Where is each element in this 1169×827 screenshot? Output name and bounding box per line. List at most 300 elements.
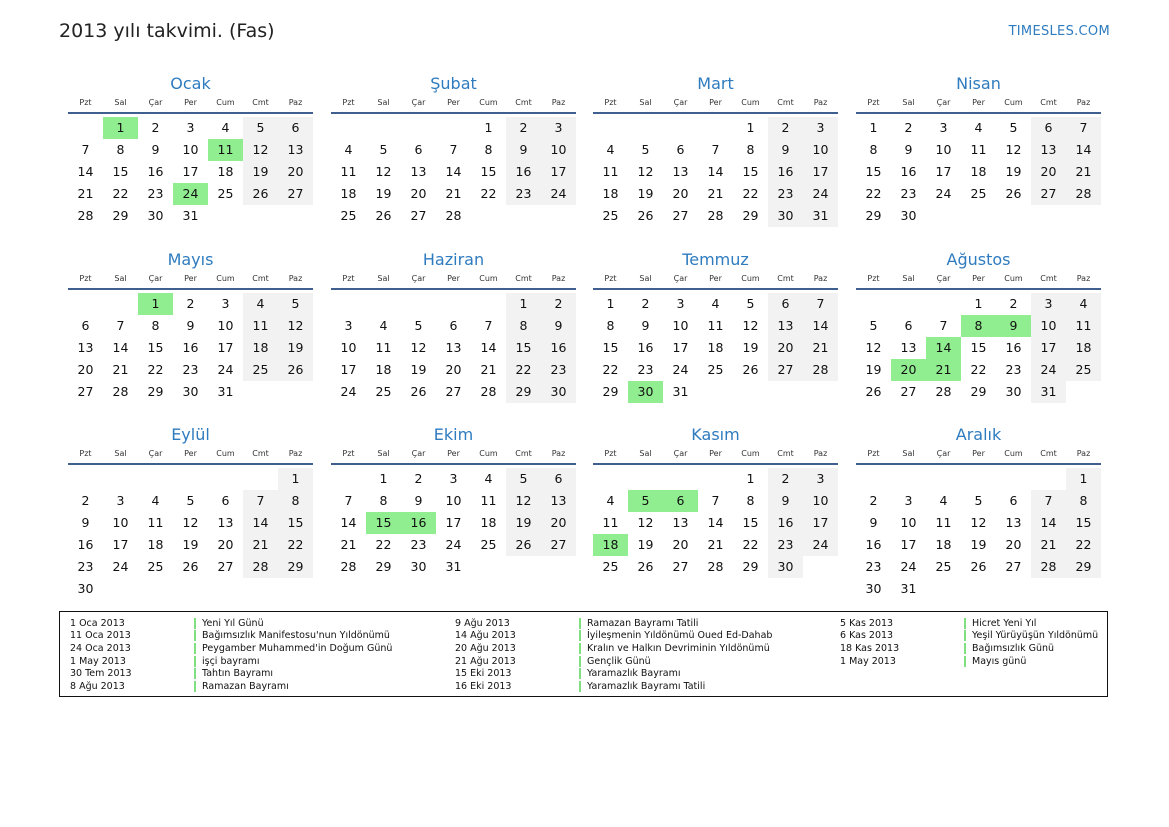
day-cell: 30	[410, 559, 427, 574]
empty-cell	[366, 293, 401, 315]
month-block	[68, 425, 313, 600]
day-cell: 22	[602, 362, 619, 377]
day-cell: 8	[278, 490, 313, 512]
day-cell: 2	[641, 296, 650, 311]
weekday-label: Pzt	[867, 449, 880, 458]
day-cell: 1	[506, 293, 541, 315]
legend-item	[445, 642, 772, 655]
day-cell: 24	[445, 537, 462, 552]
day-cell: 31	[217, 384, 234, 399]
empty-cell	[996, 205, 1031, 227]
empty-cell	[103, 578, 138, 600]
day-cell: 6	[904, 318, 913, 333]
empty-cell	[803, 556, 838, 578]
weekday-label: Paz	[551, 98, 566, 107]
day-cell: 4	[243, 293, 278, 315]
weekday-label: Cmt	[252, 98, 269, 107]
weekday-label: Çar	[411, 274, 426, 283]
day-cell: 26	[742, 362, 759, 377]
day-cell: 8	[379, 493, 388, 508]
day-cell: 15	[147, 340, 164, 355]
day-cell: 14	[77, 164, 94, 179]
empty-cell	[628, 468, 663, 490]
weekday-label: Pzt	[867, 98, 880, 107]
day-cell: 14	[707, 515, 724, 530]
empty-cell	[1031, 578, 1066, 600]
day-cell: 16	[77, 537, 94, 552]
empty-cell	[436, 293, 471, 315]
weekday-header	[68, 447, 313, 465]
day-cell: 2	[869, 493, 878, 508]
day-cell: 8	[746, 142, 755, 157]
weekday-label: Pzt	[604, 449, 617, 458]
day-cell: 19	[1005, 164, 1022, 179]
legend-marker	[194, 630, 196, 641]
day-cell: 25	[970, 186, 987, 201]
legend-column	[60, 617, 392, 693]
legend-marker	[964, 630, 966, 641]
day-cell: 11	[1066, 315, 1101, 337]
day-cell: 5	[414, 318, 423, 333]
day-cell: 30	[900, 208, 917, 223]
legend-marker	[579, 618, 581, 629]
empty-cell	[663, 117, 698, 139]
day-cell: 31	[182, 208, 199, 223]
month-block	[856, 425, 1101, 600]
day-cell: 25	[602, 559, 619, 574]
legend-date: 8 Ağu 2013	[70, 680, 125, 692]
empty-cell	[138, 468, 173, 490]
day-cell: 6	[676, 142, 685, 157]
legend-date: 24 Oca 2013	[70, 642, 131, 654]
day-cell: 9	[414, 493, 423, 508]
weekday-header	[856, 96, 1101, 114]
day-cell: 31	[445, 559, 462, 574]
weekday-label: Sal	[639, 449, 652, 458]
day-grid	[593, 293, 838, 403]
empty-cell	[698, 468, 733, 490]
day-cell: 13	[672, 164, 689, 179]
day-cell: 30	[182, 384, 199, 399]
legend-item	[445, 680, 772, 693]
day-cell: 23	[541, 359, 576, 381]
weekday-label: Cmt	[1040, 274, 1057, 283]
day-cell: 20	[1005, 537, 1022, 552]
weekday-label: Sal	[377, 449, 390, 458]
day-cell: 9	[869, 515, 878, 530]
legend-date: 18 Kas 2013	[840, 642, 900, 654]
weekday-label: Sal	[114, 449, 127, 458]
day-cell: 12	[637, 164, 654, 179]
day-cell: 9	[904, 142, 913, 157]
day-cell: 10	[672, 318, 689, 333]
day-cell: 10	[112, 515, 129, 530]
day-cell: 20	[77, 362, 94, 377]
day-cell: 25	[707, 362, 724, 377]
legend-marker	[579, 656, 581, 667]
day-cell: 3	[344, 318, 353, 333]
empty-cell	[541, 205, 576, 227]
day-cell: 15	[865, 164, 882, 179]
weekday-header	[593, 272, 838, 290]
legend-item	[60, 655, 392, 668]
legend-name: Bağımsızlık Günü	[972, 642, 1055, 654]
day-cell: 13	[1005, 515, 1022, 530]
day-cell: 3	[904, 493, 913, 508]
day-cell: 21	[340, 537, 357, 552]
day-cell: 5	[1009, 120, 1018, 135]
day-cell: 13	[445, 340, 462, 355]
month-block	[68, 250, 313, 403]
day-cell: 19	[182, 537, 199, 552]
day-cell: 22	[970, 362, 987, 377]
empty-cell	[926, 293, 961, 315]
day-cell: 10	[182, 142, 199, 157]
day-cell: 10	[803, 490, 838, 512]
legend-name: Yaramazlık Bayramı	[587, 668, 681, 680]
day-cell: 28	[445, 208, 462, 223]
day-cell: 5	[243, 117, 278, 139]
weekday-label: Çar	[148, 274, 163, 283]
weekday-label: Paz	[1076, 449, 1091, 458]
day-cell: 11	[602, 164, 619, 179]
legend-item	[60, 630, 392, 643]
day-cell: 3	[221, 296, 230, 311]
empty-cell	[541, 556, 576, 578]
day-cell: 30	[1005, 384, 1022, 399]
day-cell: 1	[746, 120, 755, 135]
day-cell: 21	[926, 359, 961, 381]
weekday-label: Paz	[551, 274, 566, 283]
empty-cell	[961, 205, 996, 227]
empty-cell	[471, 556, 506, 578]
day-cell: 1	[606, 296, 615, 311]
day-cell: 4	[1066, 293, 1101, 315]
legend-name: Bağımsızlık Manifestosu'nun Yıldönümü	[202, 630, 390, 642]
day-cell: 19	[742, 340, 759, 355]
day-cell: 20	[541, 512, 576, 534]
weekday-label: Cum	[741, 98, 760, 107]
legend-name: Peygamber Muhammed'in Doğum Günü	[202, 642, 393, 654]
day-cell: 8	[746, 493, 755, 508]
legend-item	[830, 655, 1098, 668]
day-cell: 29	[742, 208, 759, 223]
day-cell: 1	[379, 471, 388, 486]
day-cell: 5	[628, 490, 663, 512]
day-cell: 24	[935, 186, 952, 201]
day-cell: 11	[208, 139, 243, 161]
weekday-label: Per	[184, 274, 197, 283]
empty-cell	[1031, 205, 1066, 227]
month-block	[856, 74, 1101, 227]
legend-date: 5 Kas 2013	[840, 617, 894, 629]
legend-marker	[964, 643, 966, 654]
day-cell: 12	[278, 315, 313, 337]
day-grid	[68, 117, 313, 227]
day-cell: 27	[278, 183, 313, 205]
day-cell: 26	[375, 208, 392, 223]
day-cell: 23	[865, 559, 882, 574]
legend-name: Yeni Yıl Günü	[202, 617, 264, 629]
empty-cell	[856, 468, 891, 490]
weekday-label: Pzt	[342, 98, 355, 107]
day-cell: 30	[147, 208, 164, 223]
weekday-label: Cum	[216, 449, 235, 458]
weekday-label: Cmt	[777, 449, 794, 458]
day-cell: 23	[900, 186, 917, 201]
day-grid	[331, 117, 576, 227]
day-cell: 5	[641, 142, 650, 157]
day-cell: 23	[768, 534, 803, 556]
day-cell: 30	[768, 556, 803, 578]
empty-cell	[926, 468, 961, 490]
day-cell: 3	[186, 120, 195, 135]
day-cell: 28	[77, 208, 94, 223]
empty-cell	[1066, 381, 1101, 403]
day-cell: 28	[935, 384, 952, 399]
day-cell: 9	[186, 318, 195, 333]
empty-cell	[68, 117, 103, 139]
day-cell: 20	[768, 337, 803, 359]
legend-item	[830, 630, 1098, 643]
day-cell: 29	[278, 556, 313, 578]
weekday-label: Paz	[813, 274, 828, 283]
day-cell: 20	[672, 186, 689, 201]
empty-cell	[996, 468, 1031, 490]
day-cell: 19	[865, 362, 882, 377]
weekday-label: Paz	[1076, 98, 1091, 107]
day-cell: 7	[344, 493, 353, 508]
weekday-label: Cmt	[515, 274, 532, 283]
day-cell: 13	[900, 340, 917, 355]
day-cell: 5	[379, 142, 388, 157]
legend-column	[830, 617, 1098, 667]
day-cell: 3	[939, 120, 948, 135]
month-name: Nisan	[956, 74, 1001, 93]
day-cell: 4	[484, 471, 493, 486]
day-cell: 14	[1031, 512, 1066, 534]
empty-cell	[243, 381, 278, 403]
day-cell: 4	[344, 142, 353, 157]
day-cell: 19	[243, 161, 278, 183]
weekday-label: Sal	[902, 449, 915, 458]
day-cell: 12	[637, 515, 654, 530]
day-cell: 29	[742, 559, 759, 574]
month-block	[593, 74, 838, 227]
day-cell: 1	[278, 468, 313, 490]
day-cell: 13	[217, 515, 234, 530]
day-cell: 20	[891, 359, 926, 381]
day-cell: 18	[1066, 337, 1101, 359]
day-cell: 9	[151, 142, 160, 157]
empty-cell	[663, 468, 698, 490]
empty-cell	[278, 205, 313, 227]
day-cell: 27	[900, 384, 917, 399]
day-cell: 10	[1031, 315, 1066, 337]
day-cell: 10	[803, 139, 838, 161]
day-cell: 7	[484, 318, 493, 333]
weekday-label: Cum	[479, 98, 498, 107]
day-cell: 29	[375, 559, 392, 574]
empty-cell	[803, 381, 838, 403]
day-cell: 19	[970, 537, 987, 552]
day-cell: 1	[103, 117, 138, 139]
day-cell: 10	[935, 142, 952, 157]
day-cell: 28	[340, 559, 357, 574]
day-cell: 5	[278, 293, 313, 315]
weekday-label: Paz	[813, 98, 828, 107]
weekday-label: Sal	[902, 98, 915, 107]
legend-item	[60, 667, 392, 680]
weekday-label: Pzt	[79, 98, 92, 107]
day-cell: 8	[961, 315, 996, 337]
day-cell: 27	[541, 534, 576, 556]
weekday-header	[68, 96, 313, 114]
day-cell: 17	[803, 161, 838, 183]
day-cell: 12	[742, 318, 759, 333]
day-cell: 24	[217, 362, 234, 377]
day-cell: 12	[1005, 142, 1022, 157]
empty-cell	[208, 205, 243, 227]
empty-cell	[243, 578, 278, 600]
weekday-label: Pzt	[604, 98, 617, 107]
weekday-label: Cmt	[777, 274, 794, 283]
day-cell: 28	[112, 384, 129, 399]
day-cell: 13	[768, 315, 803, 337]
day-cell: 12	[375, 164, 392, 179]
day-cell: 11	[340, 164, 357, 179]
day-cell: 2	[414, 471, 423, 486]
day-cell: 26	[865, 384, 882, 399]
day-cell: 28	[707, 208, 724, 223]
legend-marker	[194, 668, 196, 679]
day-cell: 18	[147, 537, 164, 552]
day-cell: 27	[410, 208, 427, 223]
weekday-label: Cmt	[252, 449, 269, 458]
day-cell: 14	[707, 164, 724, 179]
day-cell: 9	[506, 139, 541, 161]
day-cell: 13	[541, 490, 576, 512]
legend-item	[445, 630, 772, 643]
empty-cell	[103, 468, 138, 490]
weekday-header	[856, 272, 1101, 290]
day-cell: 20	[445, 362, 462, 377]
day-cell: 12	[970, 515, 987, 530]
day-cell: 7	[939, 318, 948, 333]
weekday-header	[856, 447, 1101, 465]
weekday-label: Cum	[741, 274, 760, 283]
day-cell: 18	[935, 537, 952, 552]
day-cell: 7	[711, 493, 720, 508]
day-cell: 10	[900, 515, 917, 530]
weekday-label: Per	[972, 98, 985, 107]
day-cell: 29	[506, 381, 541, 403]
weekday-label: Cum	[741, 449, 760, 458]
day-cell: 14	[926, 337, 961, 359]
day-cell: 7	[803, 293, 838, 315]
day-cell: 7	[116, 318, 125, 333]
weekday-label: Cmt	[515, 449, 532, 458]
day-cell: 20	[278, 161, 313, 183]
day-cell: 3	[449, 471, 458, 486]
day-cell: 22	[375, 537, 392, 552]
legend-date: 30 Tem 2013	[70, 668, 132, 680]
day-cell: 11	[602, 515, 619, 530]
day-cell: 11	[147, 515, 164, 530]
day-cell: 21	[1066, 161, 1101, 183]
day-cell: 3	[541, 117, 576, 139]
site-link[interactable]: TIMESLES.COM	[1008, 24, 1110, 39]
day-cell: 8	[606, 318, 615, 333]
weekday-label: Cum	[1004, 449, 1023, 458]
weekday-label: Paz	[288, 98, 303, 107]
empty-cell	[243, 468, 278, 490]
day-cell: 15	[112, 164, 129, 179]
day-cell: 24	[803, 183, 838, 205]
day-cell: 7	[711, 142, 720, 157]
weekday-header	[593, 96, 838, 114]
day-cell: 22	[742, 186, 759, 201]
day-cell: 16	[1005, 340, 1022, 355]
weekday-label: Per	[709, 274, 722, 283]
day-cell: 19	[637, 186, 654, 201]
month-name: Haziran	[422, 250, 485, 269]
day-cell: 16	[506, 161, 541, 183]
day-cell: 25	[935, 559, 952, 574]
day-cell: 17	[112, 537, 129, 552]
empty-cell	[68, 468, 103, 490]
weekday-label: Çar	[936, 274, 951, 283]
legend-name: Yaramazlık Bayramı Tatili	[587, 680, 706, 692]
empty-cell	[331, 468, 366, 490]
day-cell: 30	[541, 381, 576, 403]
weekday-label: Çar	[673, 98, 688, 107]
legend-name: Yeşil Yürüyüşün Yıldönümü	[972, 630, 1099, 642]
day-cell: 11	[480, 493, 497, 508]
day-cell: 21	[243, 534, 278, 556]
day-cell: 17	[1031, 337, 1066, 359]
empty-cell	[891, 468, 926, 490]
day-cell: 6	[81, 318, 90, 333]
day-cell: 6	[768, 293, 803, 315]
empty-cell	[278, 381, 313, 403]
month-name: Eylül	[171, 425, 210, 444]
day-cell: 10	[217, 318, 234, 333]
empty-cell	[366, 117, 401, 139]
weekday-header	[331, 96, 576, 114]
weekday-label: Cmt	[1040, 449, 1057, 458]
day-cell: 30	[865, 581, 882, 596]
weekday-label: Çar	[936, 449, 951, 458]
weekday-label: Per	[184, 449, 197, 458]
day-cell: 24	[803, 534, 838, 556]
day-cell: 20	[672, 537, 689, 552]
weekday-label: Pzt	[867, 274, 880, 283]
weekday-label: Cmt	[1040, 98, 1057, 107]
weekday-label: Çar	[148, 449, 163, 458]
empty-cell	[471, 205, 506, 227]
day-cell: 15	[278, 512, 313, 534]
day-cell: 13	[672, 515, 689, 530]
day-cell: 16	[865, 537, 882, 552]
day-cell: 6	[541, 468, 576, 490]
day-cell: 16	[182, 340, 199, 355]
day-cell: 1	[869, 120, 878, 135]
day-cell: 22	[742, 537, 759, 552]
day-cell: 4	[379, 318, 388, 333]
empty-cell	[138, 578, 173, 600]
day-cell: 26	[637, 559, 654, 574]
